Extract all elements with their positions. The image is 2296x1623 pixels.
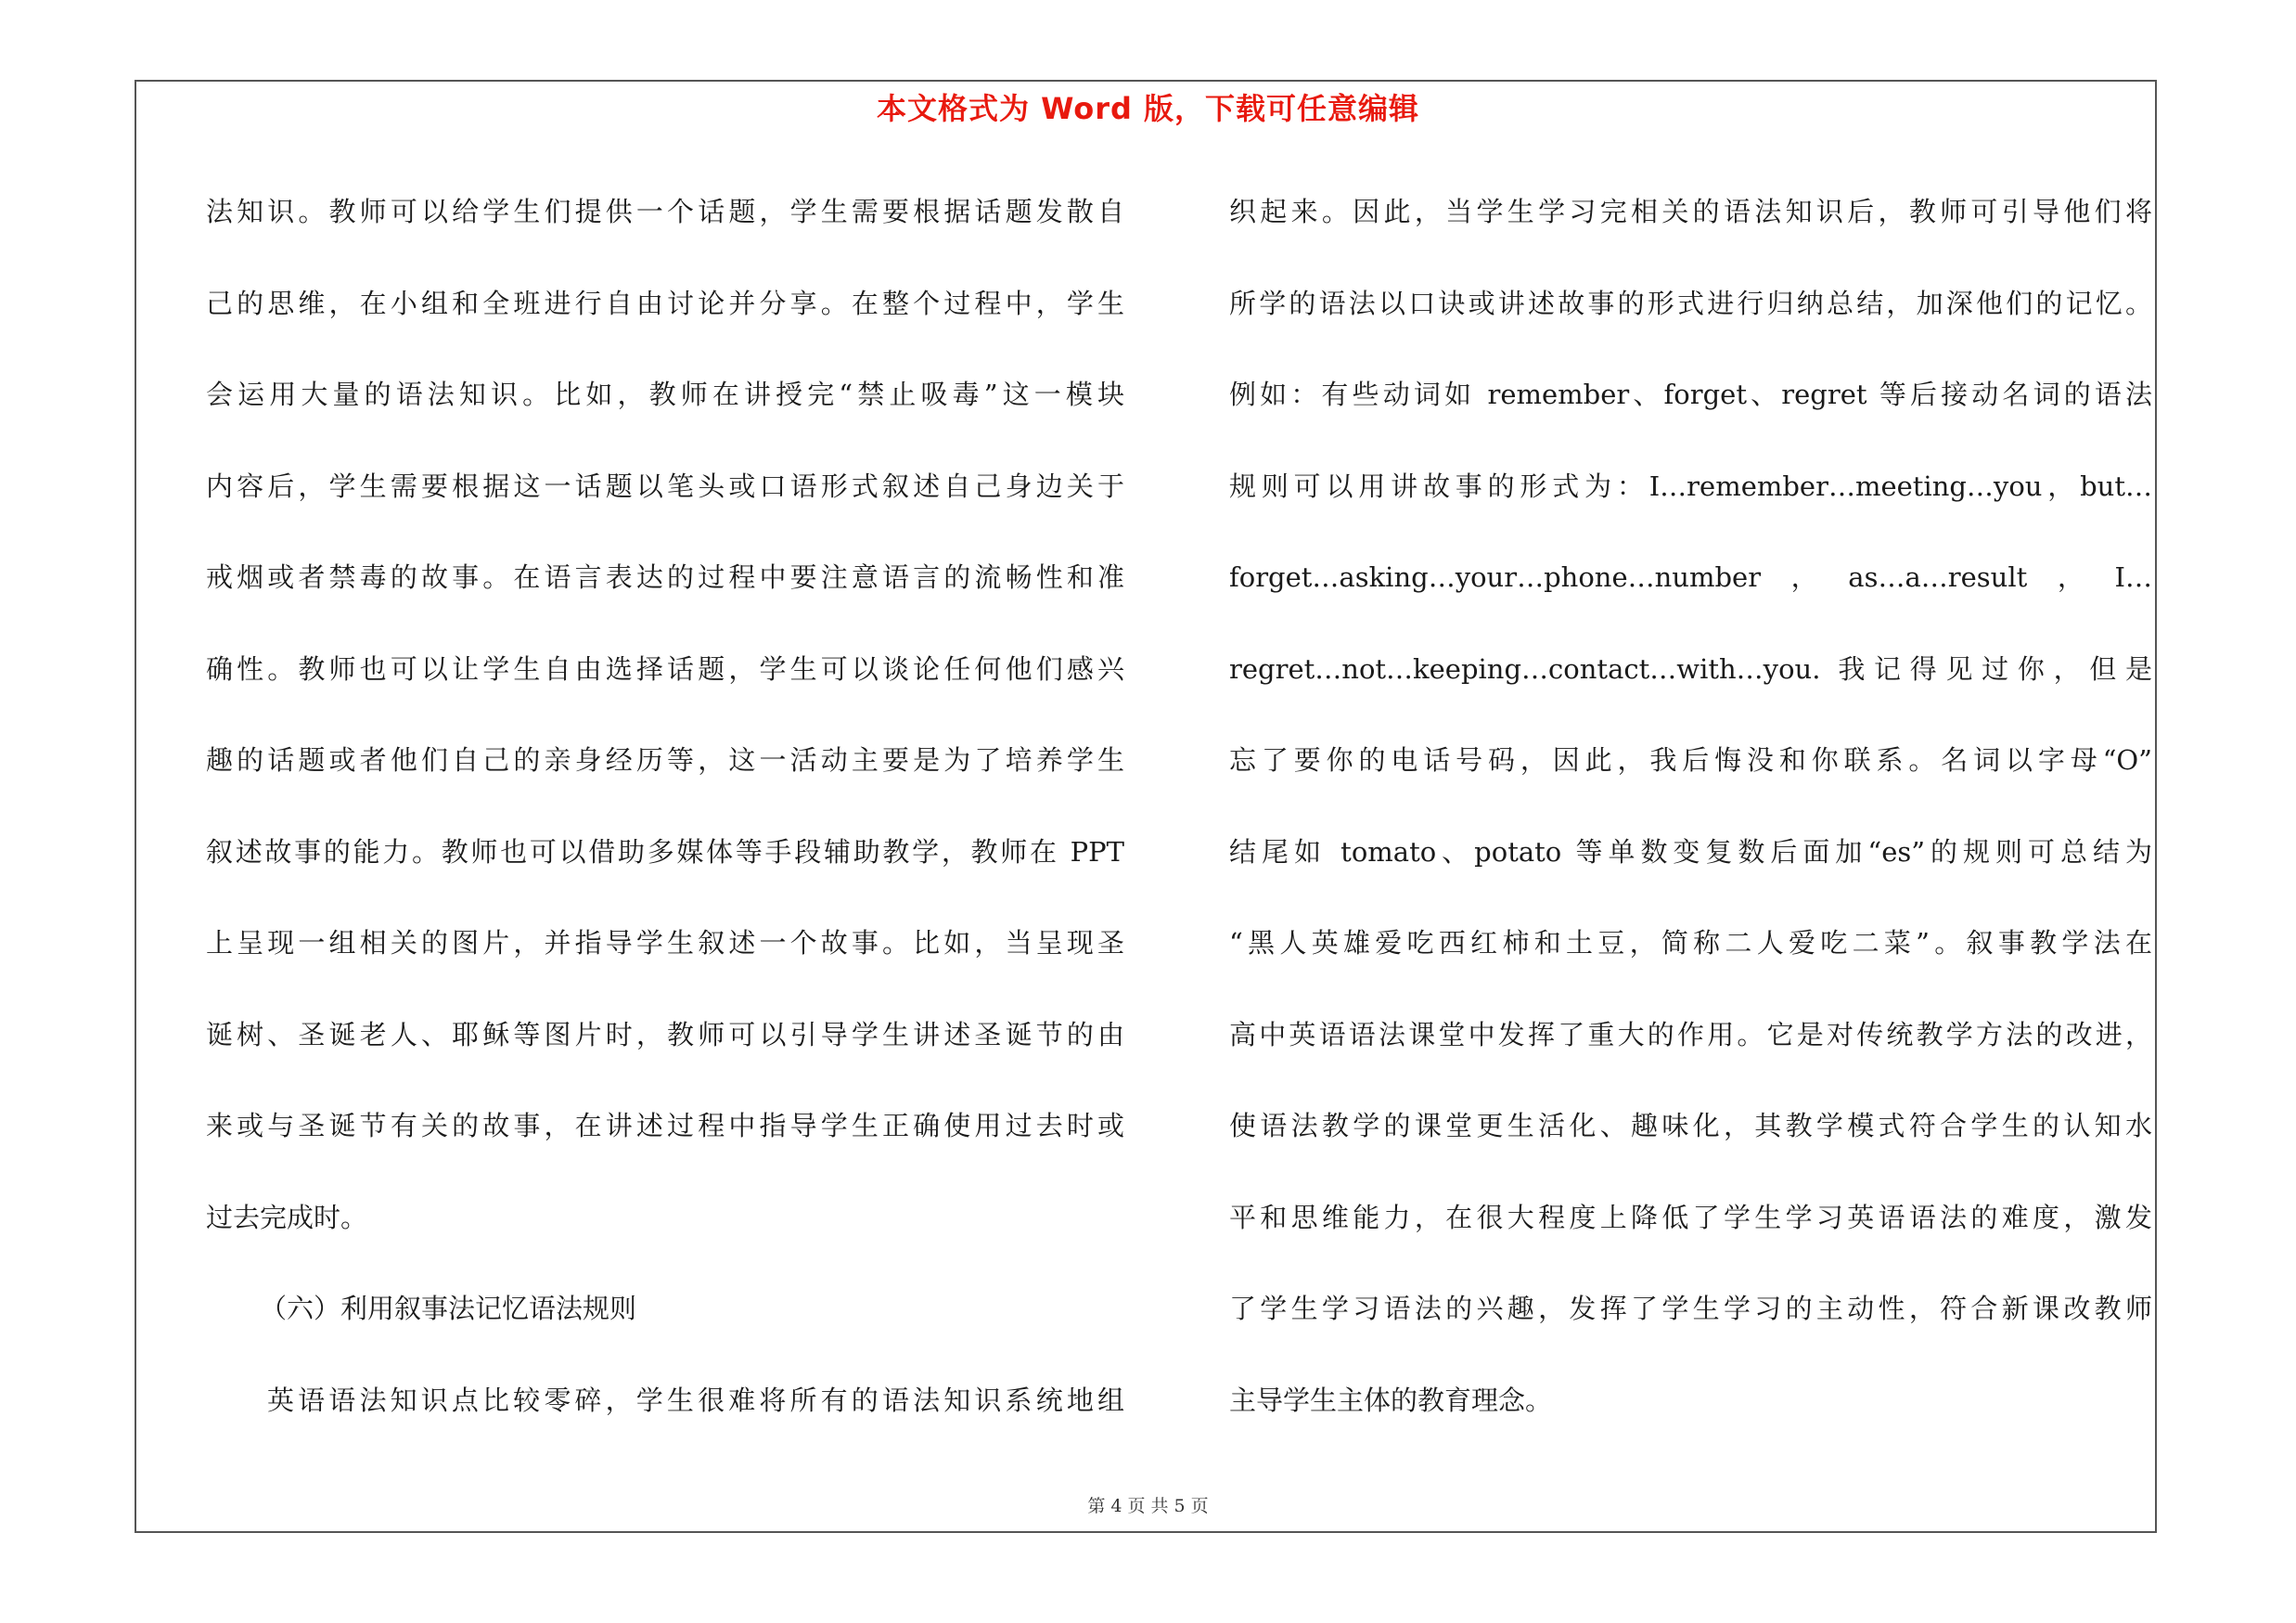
text-line: 戒烟或者禁毒的故事。在语言表达的过程中要注意语言的流畅性和准 [206, 561, 1124, 593]
text-line: 上呈现一组相关的图片，并指导学生叙述一个故事。比如，当呈现圣 [206, 927, 1124, 959]
word-format-banner: 本文格式为 Word 版，下载可任意编辑 [876, 91, 1420, 126]
text-line: 诞树、圣诞老人、耶稣等图片时，教师可以引导学生讲述圣诞节的由 [206, 1018, 1124, 1050]
text-line: 己的思维，在小组和全班进行自由讨论并分享。在整个过程中，学生 [206, 287, 1124, 319]
text-line: 平和思维能力，在很大程度上降低了学生学习英语语法的难度，激发 [1229, 1201, 2152, 1233]
text-line: 例如：有些动词如 remember、forget、regret 等后接动名词的语法 [1229, 379, 2152, 410]
text-line: 使语法教学的课堂更生活化、趣味化，其教学模式符合学生的认知水 [1229, 1110, 2152, 1141]
text-line: 过去完成时。 [206, 1201, 368, 1233]
text-line: forget…asking…your…phone…number，as…a…result，I… [1229, 561, 2152, 593]
right-column [1229, 179, 2152, 1459]
text-line: 规则可以用讲故事的形式为：I…remember…meeting…you，but… [1229, 470, 2152, 502]
text-line: 了学生学习语法的兴趣，发挥了学生学习的主动性，符合新课改教师 [1229, 1293, 2152, 1324]
text-line: 高中英语语法课堂中发挥了重大的作用。它是对传统教学方法的改进， [1229, 1018, 2152, 1050]
text-line: 主导学生主体的教育理念。 [1229, 1384, 1553, 1416]
text-line: “黑人英雄爱吃西红柿和土豆，简称二人爱吃二菜”。叙事教学法在 [1229, 927, 2152, 959]
text-line: 结尾如 tomato、potato 等单数变复数后面加“es”的规则可总结为 [1229, 835, 2152, 868]
text-line: 确性。教师也可以让学生自由选择话题，学生可以谈论任何他们感兴 [206, 652, 1124, 685]
text-line: 内容后，学生需要根据这一话题以笔头或口语形式叙述自己身边关于 [206, 470, 1124, 502]
text-line: 会运用大量的语法知识。比如，教师在讲授完“禁止吸毒”这一模块 [206, 379, 1124, 410]
section-heading: （六）利用叙事法记忆语法规则 [260, 1293, 637, 1324]
text-line: 趣的话题或者他们自己的亲身经历等，这一活动主要是为了培养学生 [206, 744, 1124, 776]
paragraph-start: 英语语法知识点比较零碎，学生很难将所有的语法知识系统地组 [267, 1384, 1124, 1416]
page-number-footer: 第 4 页 共 5 页 [1087, 1496, 1209, 1516]
left-column [206, 179, 1124, 1459]
text-line: 叙述故事的能力。教师也可以借助多媒体等手段辅助教学，教师在 PPT [206, 835, 1124, 868]
text-line: 法知识。教师可以给学生们提供一个话题，学生需要根据话题发散自 [206, 196, 1124, 227]
text-line: 所学的语法以口诀或讲述故事的形式进行归纳总结，加深他们的记忆。 [1229, 287, 2152, 319]
text-line: 来或与圣诞节有关的故事，在讲述过程中指导学生正确使用过去时或 [206, 1110, 1124, 1141]
text-line: 织起来。因此，当学生学习完相关的语法知识后，教师可引导他们将 [1229, 196, 2152, 227]
text-line: regret…not…keeping…contact…with…you. 我记得见过你，但是 [1229, 652, 2152, 685]
text-line: 忘了要你的电话号码，因此，我后悔没和你联系。名词以字母“O” [1229, 744, 2152, 776]
